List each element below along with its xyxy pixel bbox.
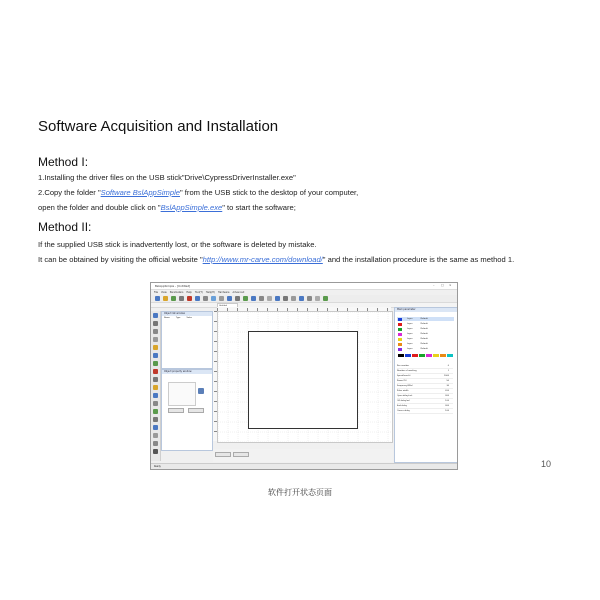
param-value[interactable]: 100 (445, 410, 449, 412)
layer-name: Layer (407, 318, 413, 320)
layer-state: Default (420, 328, 428, 330)
drawing-tool-icon[interactable] (153, 321, 158, 326)
method1-line3-pre: open the folder and double click on " (38, 203, 161, 212)
col-type: Type (175, 317, 181, 319)
layer-row[interactable] (397, 317, 454, 321)
toolbar-icon[interactable] (227, 296, 232, 301)
col-name: Name (164, 317, 170, 319)
toolbar-icon[interactable] (211, 296, 216, 301)
toolbar-icon[interactable] (155, 296, 160, 301)
param-label: Corner delay (397, 410, 410, 412)
object-list-header (162, 316, 212, 320)
method2-line2-post: " and the installation procedure is the same as method 1. (322, 255, 515, 264)
palette-swatch[interactable] (440, 354, 446, 357)
toolbar-icon[interactable] (203, 296, 208, 301)
layer-name: Layer (407, 338, 413, 340)
window-controls (431, 284, 455, 287)
mark-parameter-title: Mark parameter (395, 308, 457, 312)
window-titlebar (151, 283, 457, 290)
menu-item-6[interactable]: Hardware (217, 291, 230, 294)
layer-color-swatch (398, 348, 402, 351)
layer-color-swatch (398, 328, 402, 331)
drawing-tool-icon[interactable] (153, 401, 158, 406)
layer-row[interactable] (397, 347, 454, 351)
layer-name: Layer (407, 328, 413, 330)
drawing-tool-icon[interactable] (153, 441, 158, 446)
layer-state: Default (420, 318, 428, 320)
layer-state: Default (420, 348, 428, 350)
toolbar-icon[interactable] (163, 296, 168, 301)
drawing-tool-icon[interactable] (153, 329, 158, 334)
reset-button[interactable] (188, 408, 204, 413)
menu-item-5[interactable]: Help(H) (205, 291, 215, 294)
website-link[interactable]: http://www.mr-carve.com/download/ (202, 255, 323, 264)
param-value[interactable]: 200 (445, 390, 449, 392)
toolbar-main (151, 295, 457, 303)
drawing-tool-icon[interactable] (153, 361, 158, 366)
mark-button[interactable] (233, 452, 249, 457)
page-heading: Software Acquisition and Installation (38, 118, 279, 135)
mark-options[interactable] (253, 451, 383, 459)
menu-item-2[interactable]: Parameters (169, 291, 184, 294)
figure-caption: 软件打开状态页面 (268, 488, 332, 497)
toolbar-icon[interactable] (235, 296, 240, 301)
toolbar-icon[interactable] (307, 296, 312, 301)
work-area (248, 331, 358, 429)
layer-name: Layer (407, 348, 413, 350)
exe-link[interactable]: BslAppSimple.exe (160, 203, 223, 212)
param-label: Number of marking (397, 370, 417, 372)
param-label: Pulse width (397, 390, 409, 392)
param-value[interactable]: 100 (445, 400, 449, 402)
close-icon[interactable]: × (449, 283, 452, 287)
drawing-tool-icon[interactable] (153, 369, 158, 374)
position-fields[interactable] (168, 382, 196, 406)
layer-color-swatch (398, 323, 402, 326)
drawing-tool-icon[interactable] (153, 353, 158, 358)
drawing-tool-icon[interactable] (153, 433, 158, 438)
method1-title: Method I: (38, 155, 89, 169)
layer-state: Default (420, 333, 428, 335)
param-label: Frequency(KHz) (397, 385, 413, 387)
red-light-button[interactable] (215, 452, 231, 457)
toolbar-icon[interactable] (251, 296, 256, 301)
param-label: Speed(mm/s) (397, 375, 411, 377)
minimize-icon[interactable]: – (433, 283, 435, 287)
window-title: BslAppSimple - [Untitled] (155, 284, 191, 288)
status-text: Ready (154, 465, 161, 468)
toolbar-icon[interactable] (243, 296, 248, 301)
palette-swatch[interactable] (405, 354, 411, 357)
object-property-title: Object property window (162, 370, 212, 374)
param-value[interactable]: 50 (446, 380, 449, 382)
page-number: 10 (541, 459, 552, 469)
toolbar-icon[interactable] (315, 296, 320, 301)
param-value[interactable]: 1000 (443, 375, 449, 377)
layer-name: Layer (407, 323, 413, 325)
param-value[interactable]: 300 (445, 395, 449, 397)
drawing-tool-icon[interactable] (153, 345, 158, 350)
maximize-icon[interactable]: □ (441, 283, 444, 287)
toolbar-icon[interactable] (299, 296, 304, 301)
param-label: Power(%) (397, 380, 407, 382)
toolbar-icon[interactable] (171, 296, 176, 301)
method1-line3 (38, 203, 296, 212)
layer-color-swatch (398, 343, 402, 346)
menu-item-4[interactable]: Tool(T) (194, 291, 203, 294)
drawing-tool-icon[interactable] (153, 313, 158, 318)
toolbar-icon[interactable] (179, 296, 184, 301)
param-label: Off delay(us) (397, 400, 410, 402)
param-value[interactable]: 300 (445, 405, 449, 407)
apply-button[interactable] (168, 408, 184, 413)
object-list-title: Object list window (162, 312, 212, 316)
palette-swatch[interactable] (426, 354, 432, 357)
menu-item-0[interactable]: File (154, 291, 158, 294)
param-label: Open delay(us) (397, 395, 413, 397)
col-value: Value (186, 317, 192, 319)
layer-row[interactable] (397, 327, 454, 331)
drawing-tool-icon[interactable] (153, 377, 158, 382)
layer-name: Layer (407, 343, 413, 345)
drawing-tool-icon[interactable] (153, 417, 158, 422)
drawing-tool-icon[interactable] (153, 393, 158, 398)
menu-item-3[interactable]: Help (186, 291, 192, 294)
software-screenshot (150, 282, 458, 470)
method2-title: Method II: (38, 220, 92, 234)
param-label: Pen number (397, 365, 410, 367)
toolbar-icon[interactable] (259, 296, 264, 301)
layer-row[interactable] (397, 342, 454, 346)
layer-color-swatch (398, 318, 402, 321)
object-property-panel (161, 369, 213, 451)
drawing-toolbar (151, 311, 161, 461)
palette-swatch[interactable] (447, 354, 453, 357)
doc-tab-label: Untitled (219, 305, 227, 307)
layer-row[interactable] (397, 322, 454, 326)
layer-state: Default (420, 338, 428, 340)
drawing-tool-icon[interactable] (153, 385, 158, 390)
toolbar-icon[interactable] (275, 296, 280, 301)
drawing-tool-icon[interactable] (153, 337, 158, 342)
mark-parameter-panel (394, 307, 458, 463)
object-list-panel (161, 311, 213, 369)
palette-swatch[interactable] (412, 354, 418, 357)
drawing-tool-icon[interactable] (153, 425, 158, 430)
drawing-tool-icon[interactable] (153, 449, 158, 454)
layer-row[interactable] (397, 337, 454, 341)
param-label: End delay (397, 405, 407, 407)
toolbar-icon[interactable] (283, 296, 288, 301)
layer-state: Default (420, 343, 428, 345)
toolbar-icon[interactable] (219, 296, 224, 301)
param-value[interactable]: 1 (447, 370, 449, 372)
method1-line1: 1.Installing the driver files on the USB stick"Drive\CypressDriverInstaller.exe" (38, 173, 296, 182)
method1-line2-post: " from the USB stick to the desktop of your computer, (180, 188, 359, 197)
folder-link[interactable]: Software BslAppSimple (100, 188, 180, 197)
lock-icon[interactable] (198, 388, 204, 394)
toolbar-icon[interactable] (187, 296, 192, 301)
method2-line2-pre: It can be obtained by visiting the official website " (38, 255, 203, 264)
method1-line2 (38, 188, 358, 197)
menu-item-1[interactable]: View (161, 291, 167, 294)
method1-line3-post: " to start the software; (222, 203, 296, 212)
toolbar-icon[interactable] (267, 296, 272, 301)
method1-line2-pre: 2.Copy the folder " (38, 188, 101, 197)
palette-swatch[interactable] (398, 354, 404, 357)
param-row (397, 409, 453, 414)
layer-name: Layer (407, 333, 413, 335)
layer-color-swatch (398, 338, 402, 341)
layer-row[interactable] (397, 332, 454, 336)
palette-swatch[interactable] (419, 354, 425, 357)
layer-color-swatch (398, 333, 402, 336)
palette-swatch[interactable] (433, 354, 439, 357)
toolbar-icon[interactable] (195, 296, 200, 301)
param-value[interactable]: 0 (447, 365, 449, 367)
menu-item-7[interactable]: Advanced (232, 291, 245, 294)
status-bar (151, 463, 457, 469)
bottom-control-bar (213, 449, 393, 462)
toolbar-icon[interactable] (291, 296, 296, 301)
layer-state: Default (420, 323, 428, 325)
drawing-tool-icon[interactable] (153, 409, 158, 414)
toolbar-icon[interactable] (323, 296, 328, 301)
method2-line2 (38, 255, 514, 264)
method2-line1: If the supplied USB stick is inadvertently lost, or the software is deleted by mistake. (38, 240, 317, 249)
param-value[interactable]: 30 (446, 385, 449, 387)
